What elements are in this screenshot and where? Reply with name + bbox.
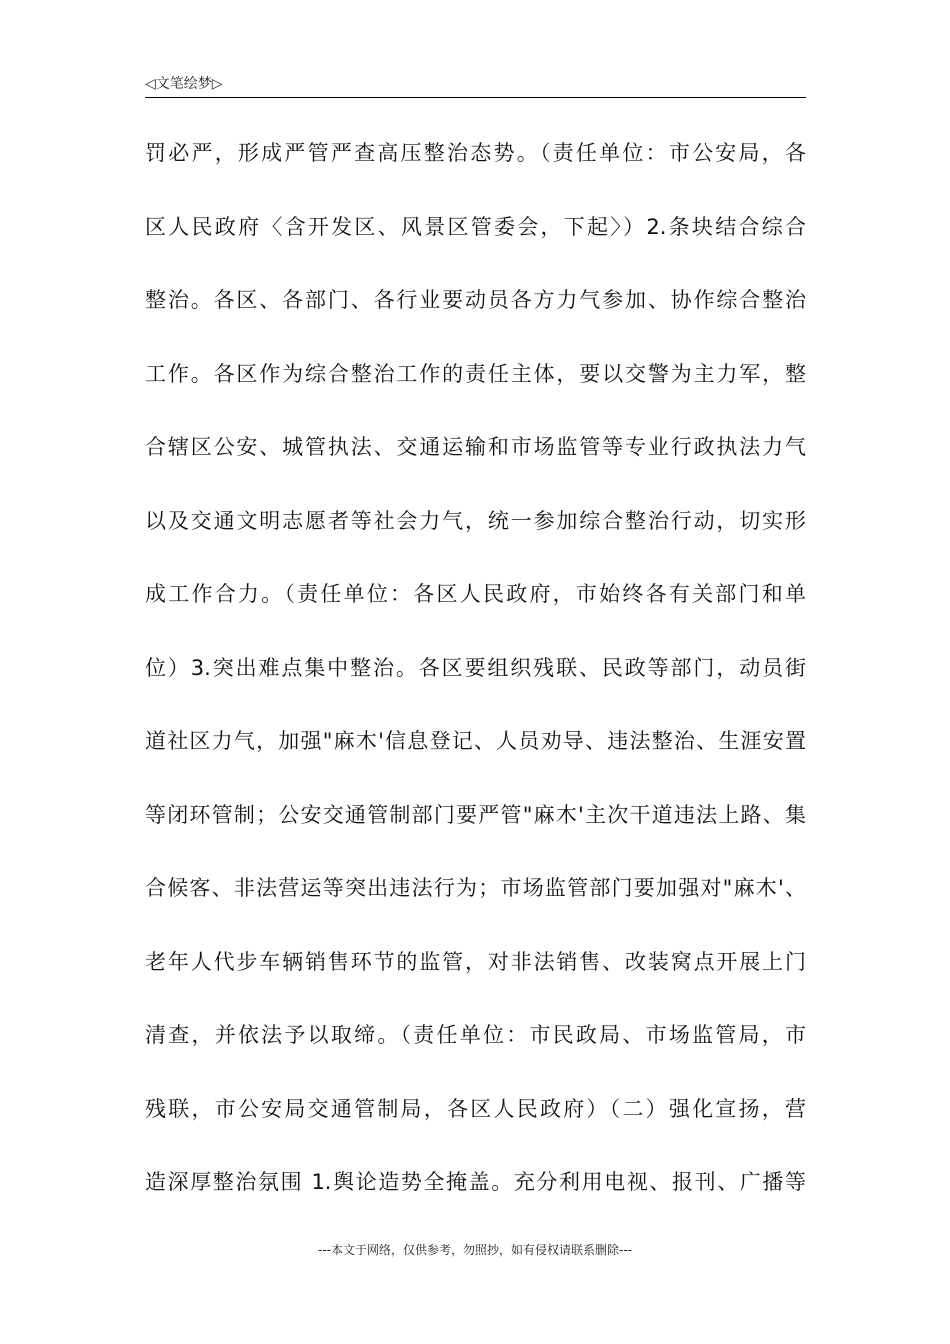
document-header: ◁文笔绘梦▷ [145,76,223,92]
body-line-8: 位）3.突出难点集中整治。各区要组织残联、民政等部门，动员街 [145,655,806,680]
body-line-13: 清查，并依法予以取缔。（责任单位：市民政局、市场监管局，市 [145,1023,806,1047]
body-line-9: 道社区力气，加强"麻木'信息登记、人员劝导、违法整治、生涯安置 [145,729,806,753]
document-body [145,120,806,1223]
body-line-4: 工作。各区作为综合整治工作的责任主体，要以交警为主力军，整 [145,361,806,386]
body-line-7: 成工作合力。（责任单位：各区人民政府，市始终各有关部门和单 [145,582,806,606]
body-line-15: 造深厚整治氛围 1.舆论造势全掩盖。充分利用电视、报刊、广播等 [145,1170,806,1194]
body-line-3: 整治。各区、各部门、各行业要动员各方力气参加、协作综合整治 [145,288,806,312]
body-line-2: 区人民政府〈含开发区、风景区管委会，下起〉）2.条块结合综合 [145,214,806,239]
document-footer: ---本文于网络，仅供参考，勿照抄，如有侵权请联系删除--- [318,1243,632,1257]
body-line-5: 合辖区公安、城管执法、交通运输和市场监管等专业行政执法力气 [145,435,806,459]
body-line-1: 罚必严，形成严管严查高压整治态势。（责任单位：市公安局，各 [145,141,806,165]
header-divider [145,97,806,98]
body-line-6: 以及交通文明志愿者等社会力气，统一参加综合整治行动，切实形 [145,508,806,533]
body-line-12: 老年人代步车辆销售环节的监管，对非法销售、改装窝点开展上门 [145,949,806,974]
body-line-10: 等闭环管制；公安交通管制部门要严管"麻木'主次干道违法上路、集 [145,802,806,827]
body-line-11: 合候客、非法营运等突出违法行为；市场监管部门要加强对"麻木'、 [145,876,806,900]
body-line-14: 残联，市公安局交通管制局，各区人民政府）（二）强化宣扬，营 [145,1096,806,1121]
